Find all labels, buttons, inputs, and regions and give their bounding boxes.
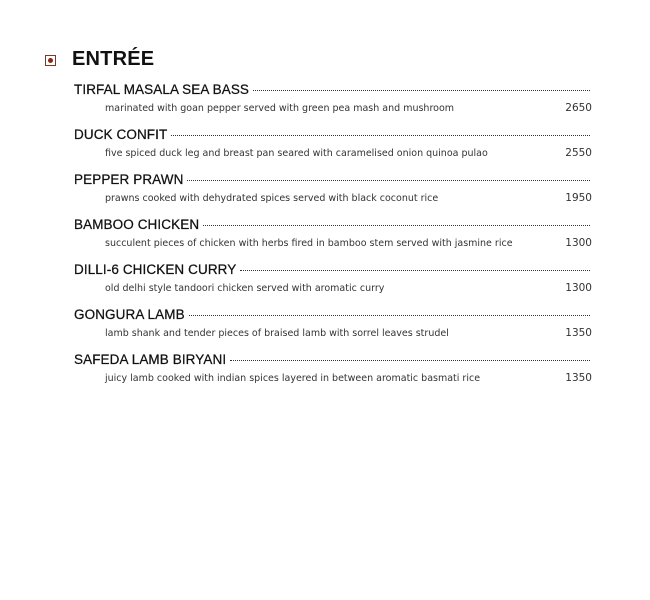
item-price: 2550 <box>565 147 592 159</box>
menu-item <box>74 352 592 397</box>
item-title-row <box>74 352 592 370</box>
menu-item <box>74 262 592 307</box>
item-title-row <box>74 127 592 145</box>
item-desc-row <box>74 282 592 294</box>
item-price: 2650 <box>565 102 592 114</box>
item-description: succulent pieces of chicken with herbs fired in bamboo stem served with jasmine rice <box>105 238 513 249</box>
dotted-leader <box>240 269 590 271</box>
item-description: old delhi style tandoori chicken served with aromatic curry <box>105 283 385 294</box>
item-price: 1300 <box>565 237 592 249</box>
section-header <box>45 48 154 71</box>
dotted-leader <box>187 179 590 181</box>
dotted-leader <box>253 89 590 91</box>
dotted-leader <box>171 134 590 136</box>
item-desc-row <box>74 192 592 204</box>
item-price: 1950 <box>565 192 592 204</box>
menu-item <box>74 127 592 172</box>
dotted-leader <box>203 224 590 226</box>
item-name: DUCK CONFIT <box>74 127 168 142</box>
item-name: TIRFAL MASALA SEA BASS <box>74 82 250 97</box>
item-desc-row <box>74 237 592 249</box>
item-title-row <box>74 262 592 280</box>
dotted-leader <box>189 314 590 316</box>
item-name: GONGURA LAMB <box>74 307 185 322</box>
item-name: SAFEDA LAMB BIRYANI <box>74 352 227 367</box>
square-bullet-icon <box>45 55 56 66</box>
item-name: BAMBOO CHICKEN <box>74 217 200 232</box>
item-name: PEPPER PRAWN <box>74 172 184 187</box>
item-price: 1350 <box>565 372 592 384</box>
item-title-row <box>74 172 592 190</box>
menu-item <box>74 172 592 217</box>
item-desc-row <box>74 327 592 339</box>
item-title-row <box>74 307 592 325</box>
item-description: juicy lamb cooked with indian spices layered in between aromatic basmati rice <box>105 373 481 384</box>
section-title: ENTRÉE <box>72 48 155 70</box>
dotted-leader <box>230 359 590 361</box>
item-description: lamb shank and tender pieces of braised lamb with sorrel leaves strudel <box>105 328 449 339</box>
item-name: DILLI-6 CHICKEN CURRY <box>74 262 237 277</box>
menu-list <box>74 82 592 397</box>
item-desc-row <box>74 147 592 159</box>
item-price: 1350 <box>565 327 592 339</box>
item-description: marinated with goan pepper served with green pea mash and mushroom <box>105 103 455 114</box>
menu-item <box>74 307 592 352</box>
item-price: 1300 <box>565 282 592 294</box>
bullet-dot <box>48 58 53 63</box>
item-description: prawns cooked with dehydrated spices served with black coconut rice <box>105 193 439 204</box>
item-title-row <box>74 82 592 100</box>
menu-item <box>74 82 592 127</box>
item-description: five spiced duck leg and breast pan seared with caramelised onion quinoa pulao <box>105 148 488 159</box>
menu-item <box>74 217 592 262</box>
item-desc-row <box>74 102 592 114</box>
item-desc-row <box>74 372 592 384</box>
item-title-row <box>74 217 592 235</box>
